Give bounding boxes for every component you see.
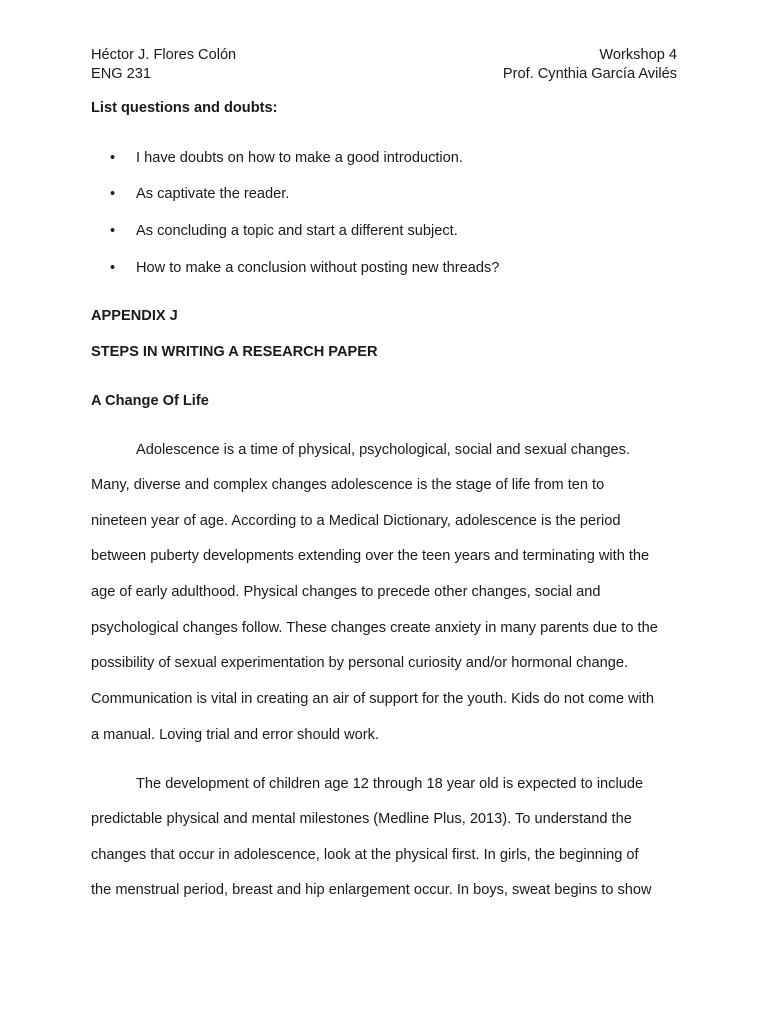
course-code: ENG 231	[91, 66, 152, 82]
list-item	[110, 149, 670, 167]
list-item-text: As captivate the reader.	[136, 186, 290, 202]
list-item-text: As concluding a topic and start a different subject.	[136, 223, 458, 239]
essay-line: the menstrual period, breast and hip enlargement occur. In boys, sweat begins to show	[91, 882, 652, 898]
workshop-label: Workshop 4	[599, 47, 677, 63]
essay-title: A Change Of Life	[91, 393, 209, 409]
essay-line: nineteen year of age. According to a Medical Dictionary, adolescence is the period	[91, 513, 621, 529]
bullet-icon: •	[110, 186, 116, 202]
professor-name: Prof. Cynthia García Avilés	[502, 66, 677, 82]
list-item-text: How to make a conclusion without posting new threads?	[136, 260, 500, 276]
essay-line: between puberty developments extending over the teen years and terminating with the	[91, 548, 650, 564]
bullet-icon: •	[110, 150, 116, 166]
questions-heading: List questions and doubts:	[91, 100, 278, 116]
essay-line: Many, diverse and complex changes adolescence is the stage of life from ten to	[91, 477, 605, 493]
essay-line: a manual. Loving trial and error should work.	[91, 727, 379, 743]
list-item	[110, 259, 670, 277]
list-item-text: I have doubts on how to make a good introduction.	[136, 150, 463, 166]
bullet-icon: •	[110, 223, 116, 239]
essay-line: The development of children age 12 through 18 year old is expected to include	[136, 776, 644, 792]
author-name: Héctor J. Flores Colón	[91, 47, 237, 63]
essay-line: Communication is vital in creating an air of support for the youth. Kids do not come with	[91, 691, 654, 707]
bullet-icon: •	[110, 260, 116, 276]
appendix-label: APPENDIX J	[91, 308, 178, 324]
list-item	[110, 222, 670, 240]
header-row-1	[91, 46, 677, 64]
steps-title: STEPS IN WRITING A RESEARCH PAPER	[91, 344, 378, 360]
essay-line: Adolescence is a time of physical, psychological, social and sexual changes.	[136, 442, 631, 458]
essay-line: predictable physical and mental milestones (Medline Plus, 2013). To understand the	[91, 811, 632, 827]
essay-line: possibility of sexual experimentation by personal curiosity and/or hormonal change.	[91, 655, 629, 671]
list-item	[110, 185, 670, 203]
essay-line: psychological changes follow. These changes create anxiety in many parents due to the	[91, 620, 658, 636]
essay-line: changes that occur in adolescence, look at the physical first. In girls, the beginning of	[91, 847, 639, 863]
essay-line: age of early adulthood. Physical changes to precede other changes, social and	[91, 584, 601, 600]
header-row-2	[91, 65, 677, 83]
